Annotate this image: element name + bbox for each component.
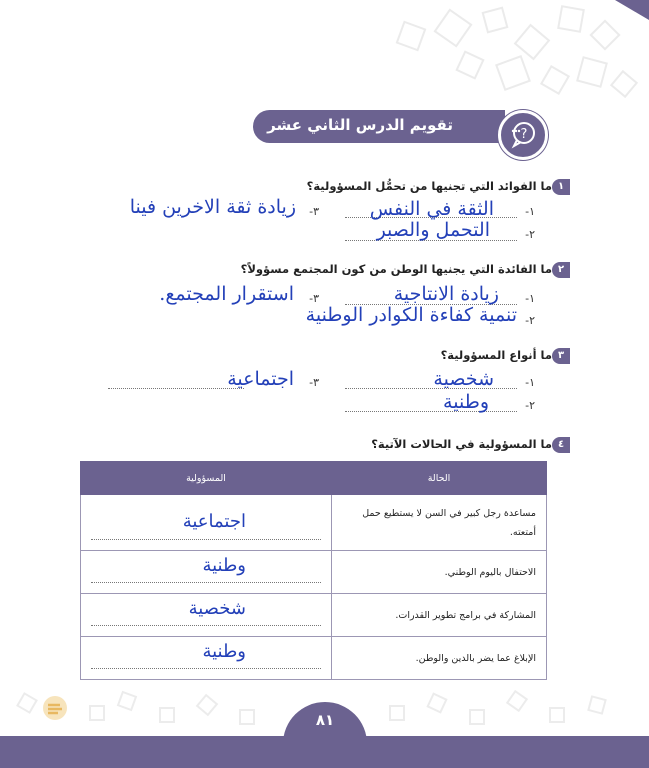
q1-answer-2: التحمل والصبر (376, 219, 490, 241)
table-cell-answer (81, 551, 332, 594)
question-3-number: ٣ (552, 348, 570, 364)
q1-label-1: ١- (525, 205, 535, 218)
answer-line (91, 582, 321, 583)
q3-answer-line-2 (345, 411, 517, 412)
heading-title: تقويم الدرس الثاني عشر (267, 116, 453, 134)
table-cell-case: الاحتفال باليوم الوطني. (332, 551, 547, 594)
svg-text:?: ? (520, 127, 528, 142)
q3-answer-2: وطنية (443, 391, 489, 413)
q2-answer-2: تنمية كفاءة الكوادر الوطنية (305, 304, 517, 326)
table-cell-case: مساعدة رجل كبير في السن لا يستطيع حمل أمتعته. (332, 495, 547, 551)
table-cell-answer (81, 495, 332, 551)
question-4-text: ما المسؤولية في الحالات الآتية؟ (371, 437, 552, 451)
q2-label-1: ١- (525, 292, 535, 305)
table-cell-case: المشاركة في برامج تطوير القدرات. (332, 594, 547, 637)
answer-text: اجتماعية (182, 511, 246, 532)
question-bubble-icon (498, 110, 548, 160)
table-cell-answer (81, 637, 332, 680)
q2-answer-1: زيادة الانتاجية (393, 283, 499, 305)
table-header-case: الحالة (332, 462, 547, 495)
q1-label-3: ٣- (309, 205, 319, 218)
q1-answer-1: الثقة في النفس (369, 198, 494, 220)
q1-label-2: ٢- (525, 228, 535, 241)
q3-label-2: ٢- (525, 399, 535, 412)
question-4-number: ٤ (552, 437, 570, 453)
answer-text: وطنية (202, 641, 246, 662)
answer-line (91, 625, 321, 626)
q3-label-1: ١- (525, 376, 535, 389)
table-row (81, 551, 547, 594)
q3-answer-3: اجتماعية (227, 368, 294, 390)
responsibility-table (80, 461, 547, 680)
answer-line (91, 539, 321, 540)
question-3-text: ما أنواع المسؤولية؟ (440, 348, 552, 362)
question-1-text: ما الفوائد التي تجنيها من تحمُّل المسؤولية؟ (306, 179, 552, 193)
q3-answer-line-3 (108, 388, 244, 389)
table-cell-case: الإبلاغ عما يضر بالدين والوطن. (332, 637, 547, 680)
q2-label-3: ٣- (309, 292, 319, 305)
publisher-logo-icon (40, 693, 70, 723)
table-row (81, 495, 547, 551)
answer-text: شخصية (188, 598, 246, 619)
lesson-review-heading (253, 110, 505, 143)
q2-label-2: ٢- (525, 314, 535, 327)
table-row (81, 594, 547, 637)
question-2-text: ما الفائدة التي يجنيها الوطن من كون المجتمع مسؤولاً؟ (240, 262, 552, 276)
table-header-responsibility: المسؤولية (81, 462, 332, 495)
q1-answer-3: زيادة ثقة الاخرين فينا (129, 196, 296, 218)
question-2-number: ٢ (552, 262, 570, 278)
answer-line (91, 668, 321, 669)
q3-label-3: ٣- (309, 376, 319, 389)
table-row (81, 637, 547, 680)
q2-answer-3: استقرار المجتمع. (159, 283, 294, 305)
q3-answer-1: شخصية (433, 368, 494, 390)
table-cell-answer (81, 594, 332, 637)
page-number: ٨١ (315, 711, 335, 729)
question-1-number: ١ (552, 179, 570, 195)
answer-text: وطنية (202, 555, 246, 576)
decorative-pattern-top (0, 0, 649, 120)
